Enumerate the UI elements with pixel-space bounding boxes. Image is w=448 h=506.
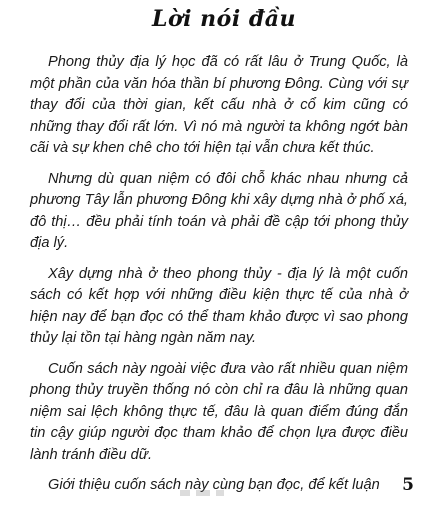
paragraph: Xây dựng nhà ở theo phong thủy - địa lý là một cuốn sách có kết hợp với những điều kiện thực tế của nhà ở hiện nay để bạn đọc có thể tham khảo được vì sao phong thủy lại tồn tại hàng ngàn năm nay.	[30, 265, 408, 346]
paragraph: Nhưng dù quan niệm có đôi chỗ khác nhau nhưng cả phương Tây lẫn phương Đông khi xây dựng nhà ở phố xá, đô thị… đều phải tính toán và phải đề cập tới phong thủy địa lý.	[30, 170, 408, 251]
page-number: 5	[402, 475, 414, 495]
paragraph: Phong thủy địa lý học đã có rất lâu ở Trung Quốc, là một phần của văn hóa thần bí phương Đông. Cùng với sự thay đổi của thời gian, kết cấu nhà ở cổ kim cũng có những thay đổi rất lớn. Vì nó mà người ta không ngớt bàn cãi và sự khen chê cho tới hiện tại vẫn chưa kết thúc.	[30, 54, 408, 156]
page-title: Lời nói đầu	[152, 6, 296, 32]
body-text	[30, 52, 408, 506]
paragraph: Cuốn sách này ngoài việc đưa vào rất nhiều quan niệm phong thủy truyền thống nó còn chỉ ra đâu là những quan niệm sai lệch không thực tế, đâu là quan điểm đúng đắn tin cậy giúp người đọc tham khảo để chọn lựa được điều lành tránh điều dữ.	[30, 360, 408, 463]
paragraph: Giới thiệu cuốn sách này cùng bạn đọc, để kết luận	[48, 477, 380, 493]
scan-artifact	[180, 484, 270, 496]
